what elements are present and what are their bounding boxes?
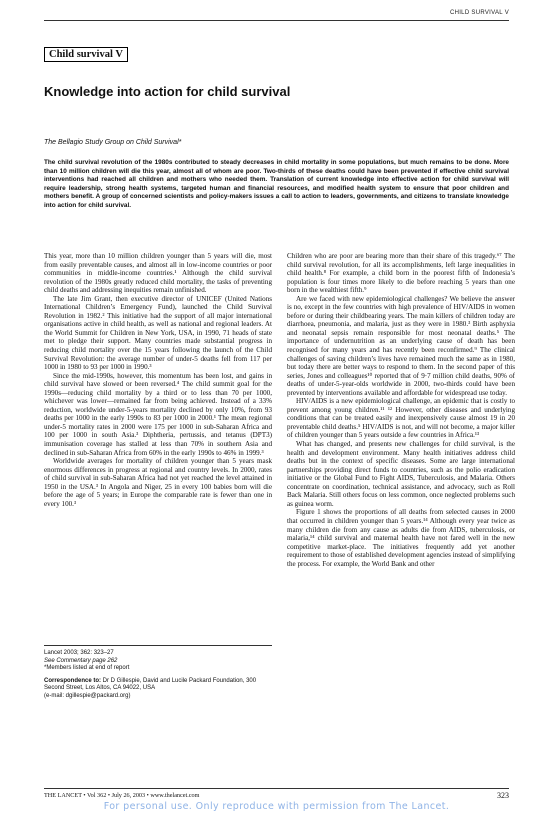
byline: The Bellagio Study Group on Child Survival* (44, 139, 182, 146)
footnote-block (44, 645, 272, 701)
body-paragraph: This year, more than 10 million children younger than 5 years will die, most from easily preventable causes, and almost all in low-income countries or poor communities in middle-income countries.¹ Although the child survival revolution of the 1980s greatly reduced child mortality, the tasks of preventing child deaths and addressing inequities remain unfinished. (44, 252, 272, 295)
correspondence (44, 678, 272, 693)
header-rule (44, 20, 509, 21)
article-title: Knowledge into action for child survival (44, 84, 291, 99)
permission-watermark: For personal use. Only reproduce with permission from The Lancet. (103, 801, 450, 812)
body-paragraph: Children who are poor are bearing more than their share of this tragedy.⁶⁷ The child survival revolution, for all its accomplishments, left large inequalities in child health.⁸ For example, a child born in the poorest fifth of Indonesia’s population is four times more likely to die before reaching 5 years than one born in the wealthiest fifth.⁹ (287, 252, 515, 295)
abstract: The child survival revolution of the 1980s contributed to steady decreases in child mortality in some populations, but much remains to be done. More than 10 million children will die this year, almost all of whom are poor. Two-thirds of these deaths could have been prevented if effective child survival interventions had reached all children and mothers who needed them. Translation of current knowledge into effective action for child survival will require leadership, strong health systems, targeted human and financial resources, and modified health system to ensure that poor children and mothers benefit. A group of concerned scientists and policy-makers issues a call to action to leaders, governments, and citizens to translate knowledge into action for child survival. (44, 159, 509, 209)
members-note: *Members listed at end of report (44, 665, 130, 672)
journal-footer: THE LANCET • Vol 362 • July 26, 2003 • www.thelancet.com (44, 792, 200, 799)
page-number: 323 (497, 791, 509, 800)
footer-rule (44, 788, 509, 789)
body-paragraph: What has changed, and presents new challenges for child survival, is the health and development environment. Many health initiatives address child deaths but in the context of specific diseases. Some are large international partnerships providing direct funds to countries, such as the polio eradication initiative or the Global Fund to Fight AIDS, Tuberculosis, and Malaria. Others concentrate on coordination, technical assistance, and advocacy, such as Roll Back Malaria. Still others focus on less common, once neglected problems such as guinea worm. (287, 440, 515, 508)
correspondence-address: Dr D Gillespie, David and Lucile Packard Foundation, 300 Second Street, Los Altos, CA 94022, USA (44, 677, 257, 692)
body-paragraph: Worldwide averages for mortality of children younger than 5 years mask enormous differences in progress at regional and country levels. In 2000, rates of child survival in sub-Saharan Africa had not yet reached the level attained in 1950 in the USA.³ In Angola and Niger, 25 in every 100 babies born will die before the age of 5 years; in Europe the comparable rate is fewer than one in every 100.³ (44, 457, 272, 508)
body-paragraph: Since the mid-1990s, however, this momentum has been lost, and gains in child survival have slowed or been reversed.⁴ The child summit goal for the 1990s—reducing child mortality by a third or to less than 70 per 1000, whichever was lower—remained far from being achieved. Instead of a 33% reduction, worldwide under-5-years mortality declined by only 10%, from 93 deaths per 1000 in the early 1990s to 83 per 1000 in 2000.¹ The mean regional under-5 mortality rates in 2000 were 175 per 1000 in sub-Saharan Africa and 100 per 1000 in south Asia.³ Diphtheria, pertussis, and tetanus (DPT3) immunisation coverage has stalled at less than 70% in southern Asia and declined in sub-Saharan Africa from 60% in the early 1990s to 46% in 1999.³ (44, 371, 272, 457)
body-paragraph: Figure 1 shows the proportions of all deaths from selected causes in 2000 that occurred in children younger than 5 years.¹⁴ Although every year twice as many children die from any cause as adults die from AIDS, tuberculosis, or malaria,¹⁴ child survival and maternal health have not fared well in the new competitive market-place. The initiatives frequently add yet another requirement to those of established development agencies instead of simplifying the process. For example, the World Bank and other (287, 508, 515, 568)
commentary-link[interactable]: See Commentary page 262 (44, 657, 118, 664)
citation: Lancet 2003; 362: 323–27 (44, 650, 114, 656)
right-column (287, 252, 515, 568)
body-paragraph: Are we faced with new epidemiological challenges? We believe the answer is no, except in the few countries with high prevalence of HIV/AIDS in women before or during their childbearing years. The main killers of children today are diarrhoea, pneumonia, and malaria, just as they were in 1980.³ Birth asphyxia and neonatal sepsis remain responsible for most neonatal deaths.⁵ The importance of undernutrition as an underlying cause of death has been recognised for many years and has recently been reconfirmed.⁹ The clinical challenges of saving children’s lives have remained much the same as in 1980, but today there are better ways to respond to them. In the second paper of this series, Jones and colleagues¹⁰ reported that of 9·7 million child deaths, 90% of deaths of under-5-year-olds worldwide in 2000, two-thirds could have been prevented by interventions available and affordable for widespread use today. (287, 294, 515, 397)
running-head: CHILD SURVIVAL V (449, 10, 509, 16)
correspondence-label: Correspondence to: (44, 677, 102, 684)
body-paragraph: HIV/AIDS is a new epidemiological challenge, an epidemic that is costly to prevent among young children.¹¹ ¹² However, other diseases and underlying conditions that can be treated easily and inexpensively cause almost 19 in 20 preventable child deaths.⁵ HIV/AIDS is not, and will not become, a major killer of children younger than 5 years outside a few countries in Africa.¹³ (287, 397, 515, 440)
left-column (44, 252, 272, 508)
body-paragraph: The late Jim Grant, then executive director of UNICEF (United Nations International Children’s Emergency Fund), launched the Child Survival Revolution in 1982.² This initiative had the support of all major international organisations active in child health, as well as national and regional leaders. At the World Summit for Children in New York, USA, in 1990, 71 heads of state met to pledge their support. Many countries made substantial progress in reducing child mortality over the 15 years following the launch of the Child Survival Revolution: the average number of under-5 deaths fell from 117 per 1000 in 1980 to 93 per 1000 in 1990.³ (44, 294, 272, 372)
section-label: Child survival V (44, 47, 128, 62)
correspondence-email[interactable]: (e-mail: dgillespie@packard.org) (44, 692, 131, 699)
